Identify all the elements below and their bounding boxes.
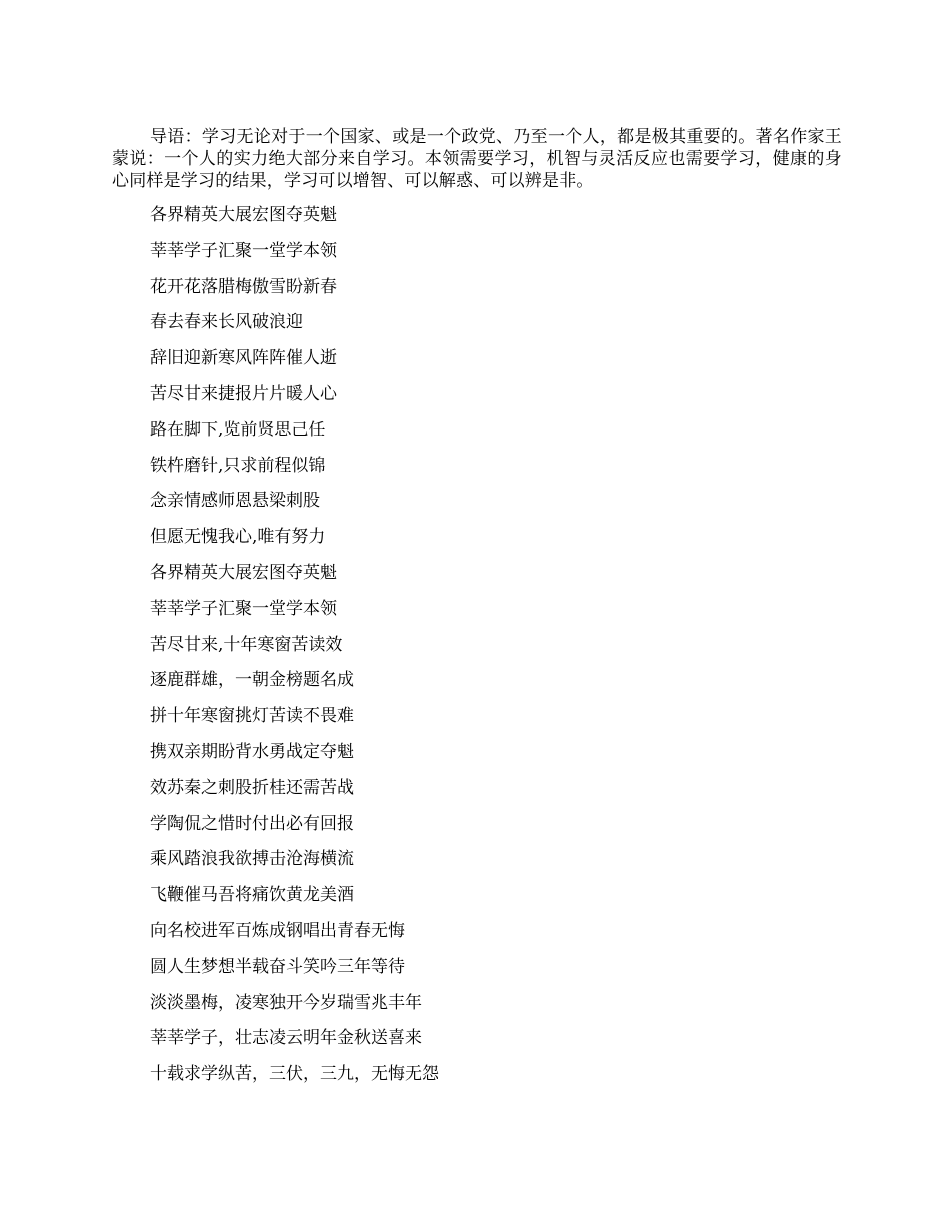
couplet-line: 逐鹿群雄，一朝金榜题名成 [150, 670, 354, 691]
couplet-line: 各界精英大展宏图夺英魁 [150, 205, 337, 225]
intro-paragraph: 导语：学习无论对于一个国家、或是一个政党、乃至一个人，都是极其重要的。著名作家王蒙说：一个人的实力绝大部分来自学习。本领需要学习，机智与灵活反应也需要学习，健康的身心同样是学习的结果，学习可以增智、可以解惑、可以辨是非。 [112, 127, 842, 191]
couplet-line: 圆人生梦想半载奋斗笑吟三年等待 [150, 956, 405, 977]
couplet-line: 莘莘学子，壮志凌云明年金秋送喜来 [150, 1028, 422, 1049]
couplet-line: 苦尽甘来捷报片片暖人心 [150, 383, 337, 404]
couplet-line: 携双亲期盼背水勇战定夺魁 [150, 741, 354, 762]
couplet-line: 铁杵磨针,只求前程似锦 [150, 455, 326, 476]
couplet-line: 路在脚下,览前贤思己任 [150, 419, 326, 440]
couplet-line: 苦尽甘来,十年寒窗苦读效 [150, 634, 343, 655]
couplet-line: 向名校进军百炼成钢唱出青春无悔 [150, 920, 405, 941]
couplet-line: 但愿无愧我心,唯有努力 [150, 527, 326, 548]
couplet-line: 莘莘学子汇聚一堂学本领 [150, 598, 337, 619]
couplet-list [150, 204, 439, 1099]
couplet-line: 花开花落腊梅傲雪盼新春 [150, 276, 337, 297]
couplet-line: 辞旧迎新寒风阵阵催人逝 [150, 348, 337, 369]
couplet-line: 念亲情感师恩悬梁刺股 [150, 491, 320, 512]
couplet-line: 乘风踏浪我欲搏击沧海横流 [150, 849, 354, 870]
couplet-line: 淡淡墨梅，凌寒独开今岁瑞雪兆丰年 [150, 992, 422, 1013]
couplet-line: 拼十年寒窗挑灯苦读不畏难 [150, 706, 354, 727]
couplet-line: 飞鞭催马吾将痛饮黄龙美酒 [150, 885, 354, 906]
couplet-line: 春去春来长风破浪迎 [150, 312, 303, 333]
couplet-line: 效苏秦之刺股折桂还需苦战 [150, 777, 354, 798]
couplet-line: 各界精英大展宏图夺英魁 [150, 562, 337, 583]
couplet-line: 莘莘学子汇聚一堂学本领 [150, 240, 337, 261]
couplet-line: 十载求学纵苦，三伏，三九，无悔无怨 [150, 1064, 439, 1085]
couplet-line: 学陶侃之惜时付出必有回报 [150, 813, 354, 834]
